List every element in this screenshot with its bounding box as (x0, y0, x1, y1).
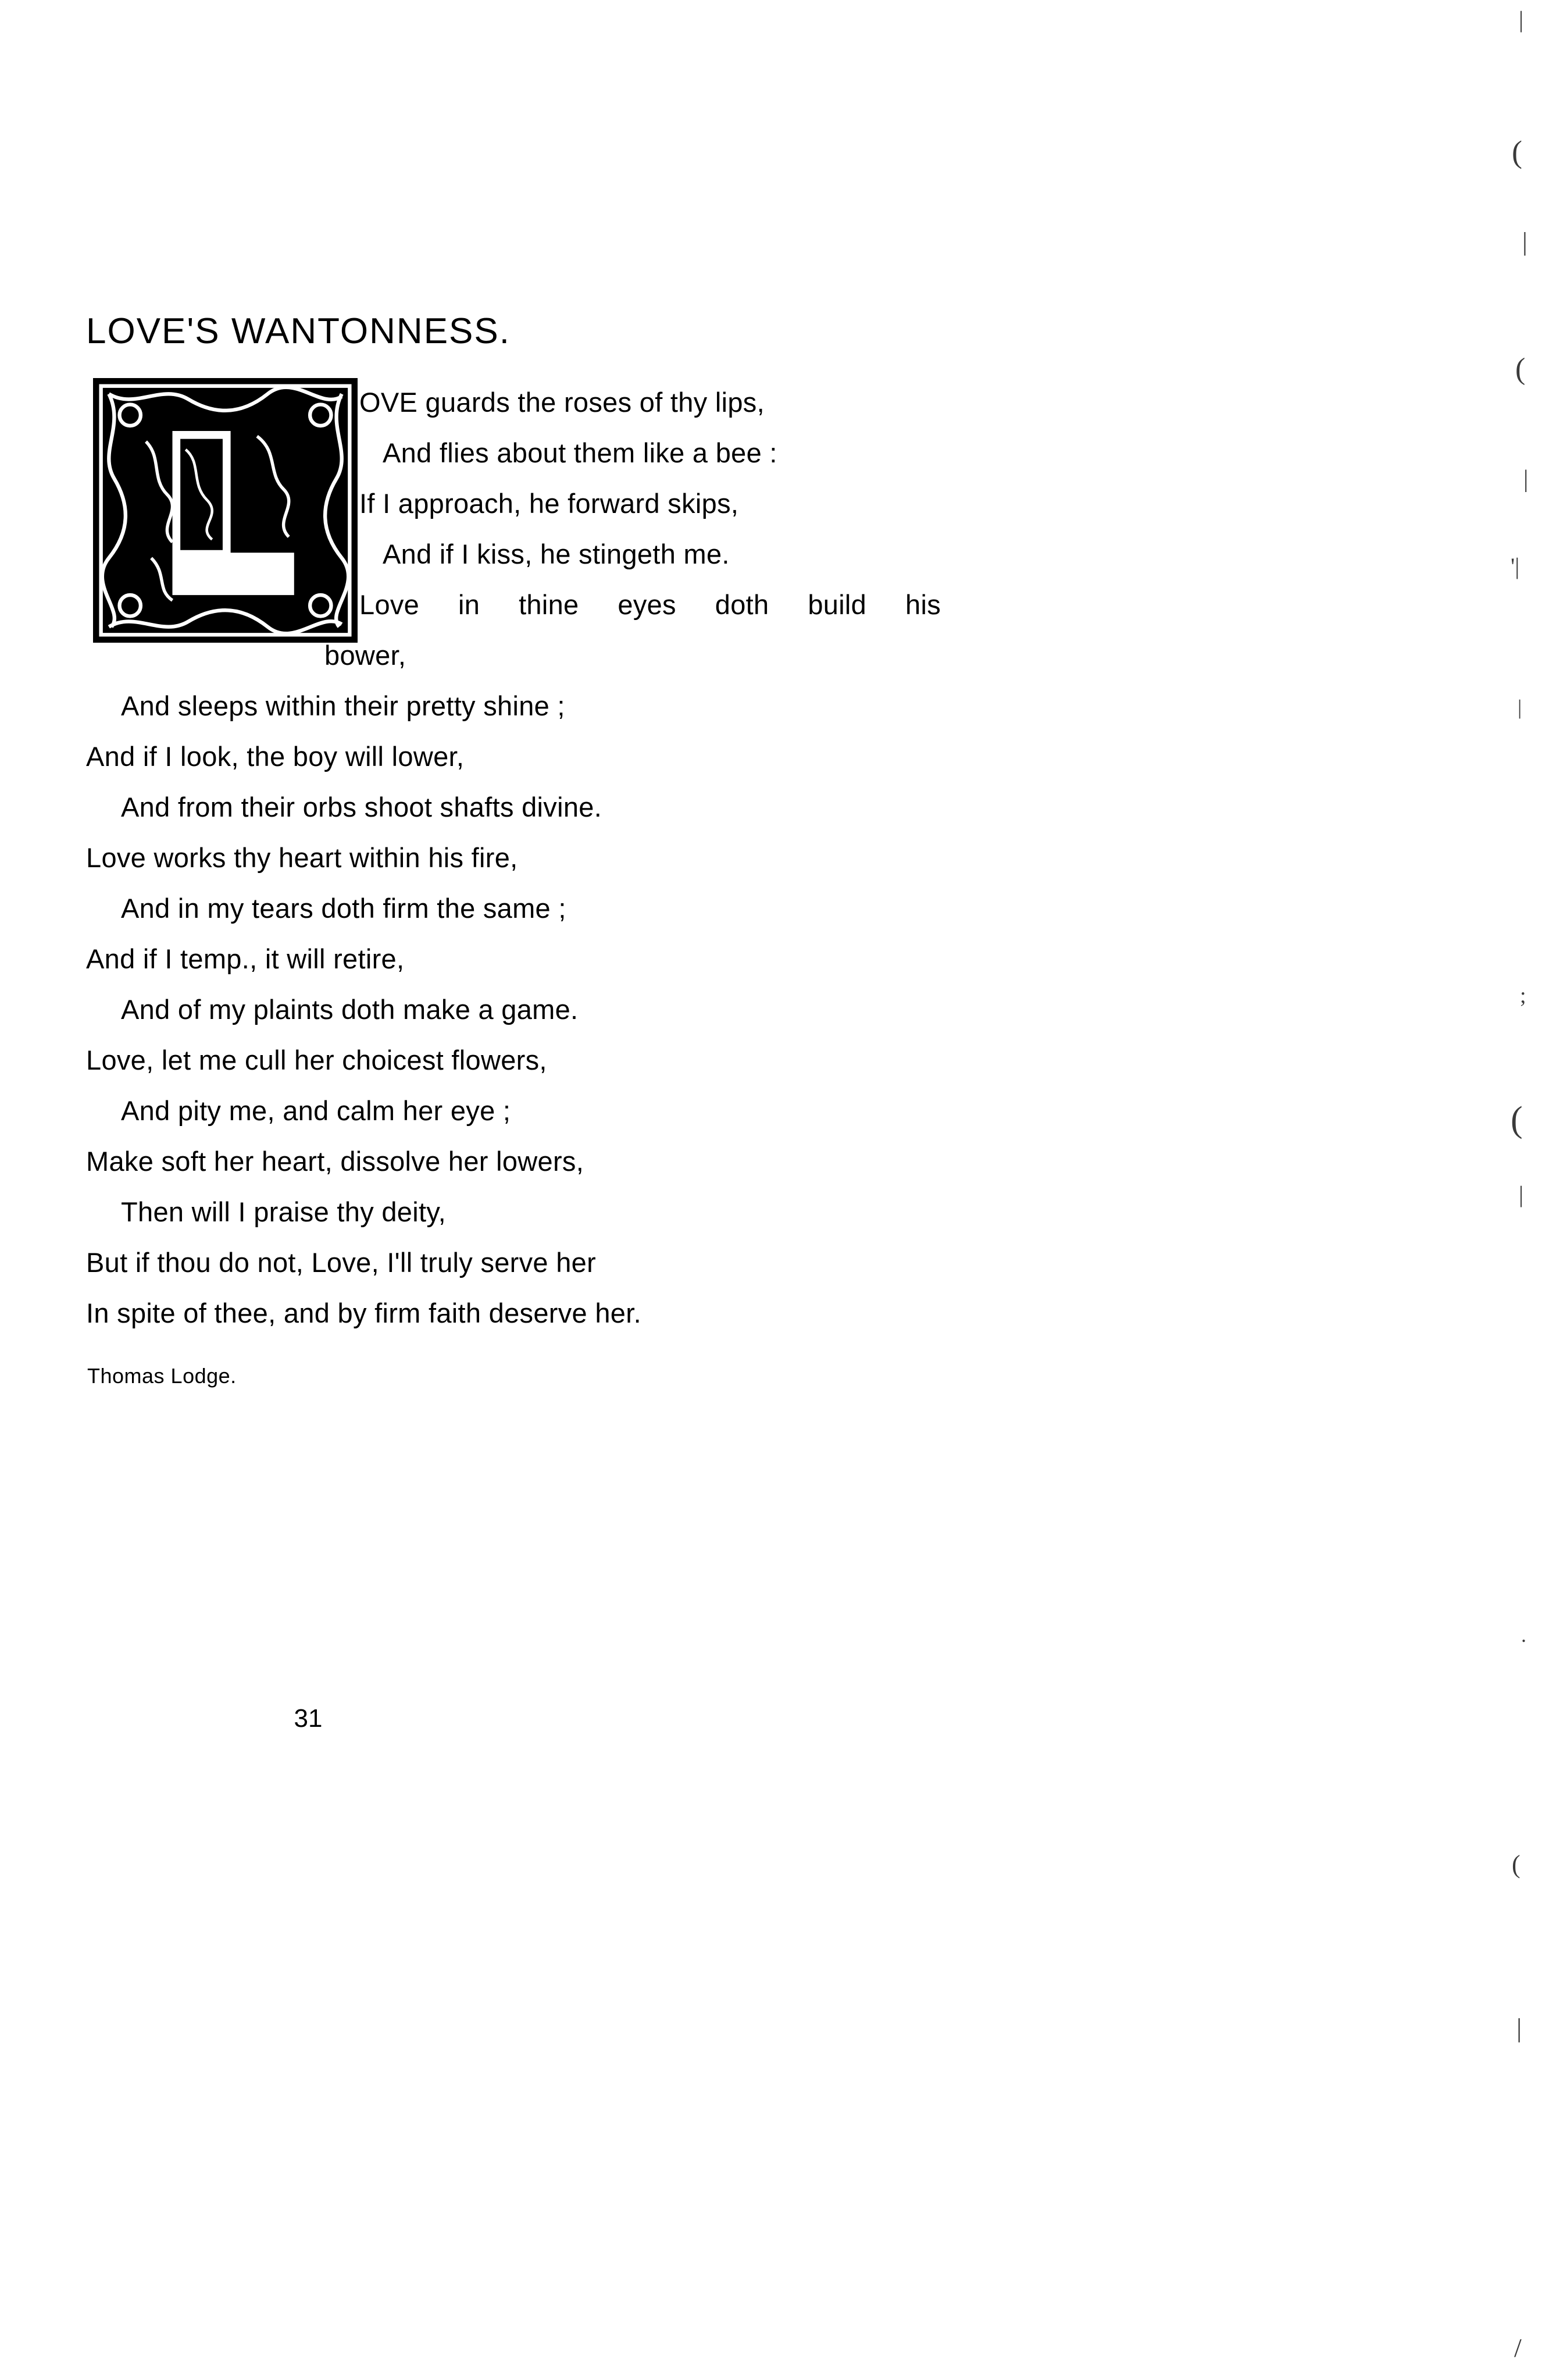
scan-speck: '| (1511, 553, 1520, 579)
poem-line: And pity me, and calm her eye ; (121, 1095, 511, 1126)
scan-speck: . (1521, 1623, 1526, 1647)
scan-speck: ; (1520, 984, 1526, 1008)
scan-speck: ( (1515, 352, 1526, 386)
poem-line: In spite of thee, and by firm faith deserve her. (86, 1298, 641, 1328)
scan-speck: ( (1512, 134, 1522, 169)
page-number: 31 (294, 1704, 323, 1733)
scan-speck: / (1514, 2333, 1522, 2363)
poem-line: If I approach, he forward skips, (359, 488, 739, 519)
poem-line: And if I temp., it will retire, (86, 943, 405, 974)
poem-line: Then will I praise thy deity, (121, 1196, 446, 1227)
scan-speck: | (1516, 2013, 1522, 2043)
poem-line: And if I look, the boy will lower, (86, 741, 465, 772)
scan-speck: | (1519, 1181, 1524, 1207)
poem-line: And of my plaints doth make a game. (121, 994, 579, 1025)
poem-line: And if I kiss, he stingeth me. (383, 539, 730, 569)
poem-line: Make soft her heart, dissolve her lowers, (86, 1146, 584, 1177)
poem-line: Love works thy heart within his fire, (86, 842, 518, 873)
poem-body (86, 377, 1075, 1338)
scan-speck: ( (1511, 1100, 1523, 1139)
scan-speck: ( (1512, 1850, 1521, 1879)
page-title: LOVE'S WANTONNESS. (86, 311, 511, 351)
poem-line: bower, (324, 640, 406, 671)
poem-line: Love, let me cull her choicest flowers, (86, 1045, 547, 1075)
poem-line: OVE guards the roses of thy lips, (359, 387, 765, 418)
poem-line: But if thou do not, Love, I'll truly serve her (86, 1247, 597, 1278)
scan-speck: | (1519, 6, 1524, 33)
poem-line: And in my tears doth firm the same ; (121, 893, 566, 924)
poem-line: And from their orbs shoot shafts divine. (121, 792, 602, 822)
poem-line: And sleeps within their pretty shine ; (121, 690, 565, 721)
poem-attribution: Thomas Lodge. (87, 1364, 237, 1388)
scan-speck: | (1523, 466, 1529, 493)
scan-speck: | (1522, 227, 1527, 256)
poem-line: Love in thine eyes doth build his (359, 589, 941, 620)
poem-line: And flies about them like a bee : (383, 437, 777, 468)
scan-speck: | (1518, 696, 1522, 719)
